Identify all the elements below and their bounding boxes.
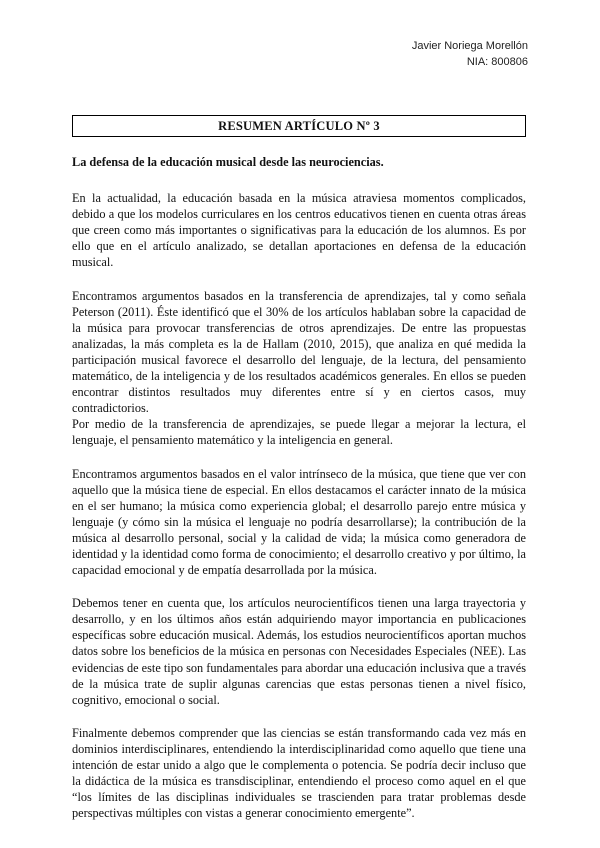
article-subtitle: La defensa de la educación musical desde las neurociencias. <box>72 155 384 169</box>
paragraph-transfer-summary: Por medio de la transferencia de aprendizajes, se puede llegar a mejorar la lectura, el lenguaje, el pensamiento matemático y la inteligencia en general. <box>72 417 526 448</box>
document-title: RESUMEN ARTÍCULO Nº 3 <box>218 118 380 133</box>
header-block <box>412 38 528 70</box>
document-body <box>72 150 526 821</box>
paragraph-neuroscience: Debemos tener en cuenta que, los artículos neurocientíficos tienen una larga trayectoria y desarrollo, y en los últimos años están adquiriendo mayor importancia en publicaciones específicas sobre educación musical. Además, los estudios neurocientíficos aportan muchos datos sobre los beneficios de la música en personas con Necesidades Especiales (NEE). Las evidencias de este tipo son fundamentales para abordar una educación inclusiva que a través de la música trate de suplir algunas carencias que estas personas tienen a nivel físico, cognitivo, emocional o social. <box>72 596 526 707</box>
author-name: Javier Noriega Morellón <box>411 40 528 52</box>
paragraph-intro: En la actualidad, la educación basada en la música atraviesa momentos complicados, debido a que los modelos curriculares en los centros educativos tienen en cuenta otras áreas que creen como más importantes o significativas para la educación de los alumnos. Es por ello que en el artículo analizado, se detallan aportaciones en defensa de la educación musical. <box>72 191 526 270</box>
title-box <box>72 115 526 137</box>
paragraph-conclusion: Finalmente debemos comprender que las ciencias se están transformando cada vez más en dominios interdisciplinares, entendiendo la interdisciplinaridad como aquello que tiene una intención de estar unido a algo que le complementa o potencia. Se podría decir incluso que la didáctica de la música es transdisciplinar, entendiendo el proceso como aquel en el que “los límites de las disciplinas individuales se trascienden para tratar problemas desde perspectivas múltiples con vistas a generar conocimiento emergente”. <box>72 725 526 821</box>
student-nia: NIA: 800806 <box>466 56 528 68</box>
paragraph-transfer: Encontramos argumentos basados en la transferencia de aprendizajes, tal y como señala Peterson (2011). Éste identificó que el 30% de los artículos hablaban sobre la capacidad de la música para provocar transferencias de otros aprendizajes. De entre las propuestas analizadas, la más completa es la de Hallam (2010, 2015), que analiza en qué medida la participación musical favorece el desarrollo del lenguaje, de la lectura, del pensamiento matemático, de la inteligencia y de los resultados académicos generales. En ellos se pueden encontrar distintos resultados muy diferentes entre sí y en ciertos casos, muy contradictorios. <box>72 288 526 416</box>
paragraph-intrinsic-value: Encontramos argumentos basados en el valor intrínseco de la música, que tiene que ver con aquello que la música tiene de especial. En ellos destacamos el carácter innato de la música en el ser humano; la música como experiencia global; el desarrollo parejo entre música y lenguaje (y cómo sin la música el lenguaje no podría desarrollarse); la contribución de la música al desarrollo personal, social y la calidad de vida; la música como generadora de identidad y la identidad como forma de conocimiento; el desarrollo creativo y por último, la capacidad emocional y de empatía desarrollada por la música. <box>72 466 526 578</box>
